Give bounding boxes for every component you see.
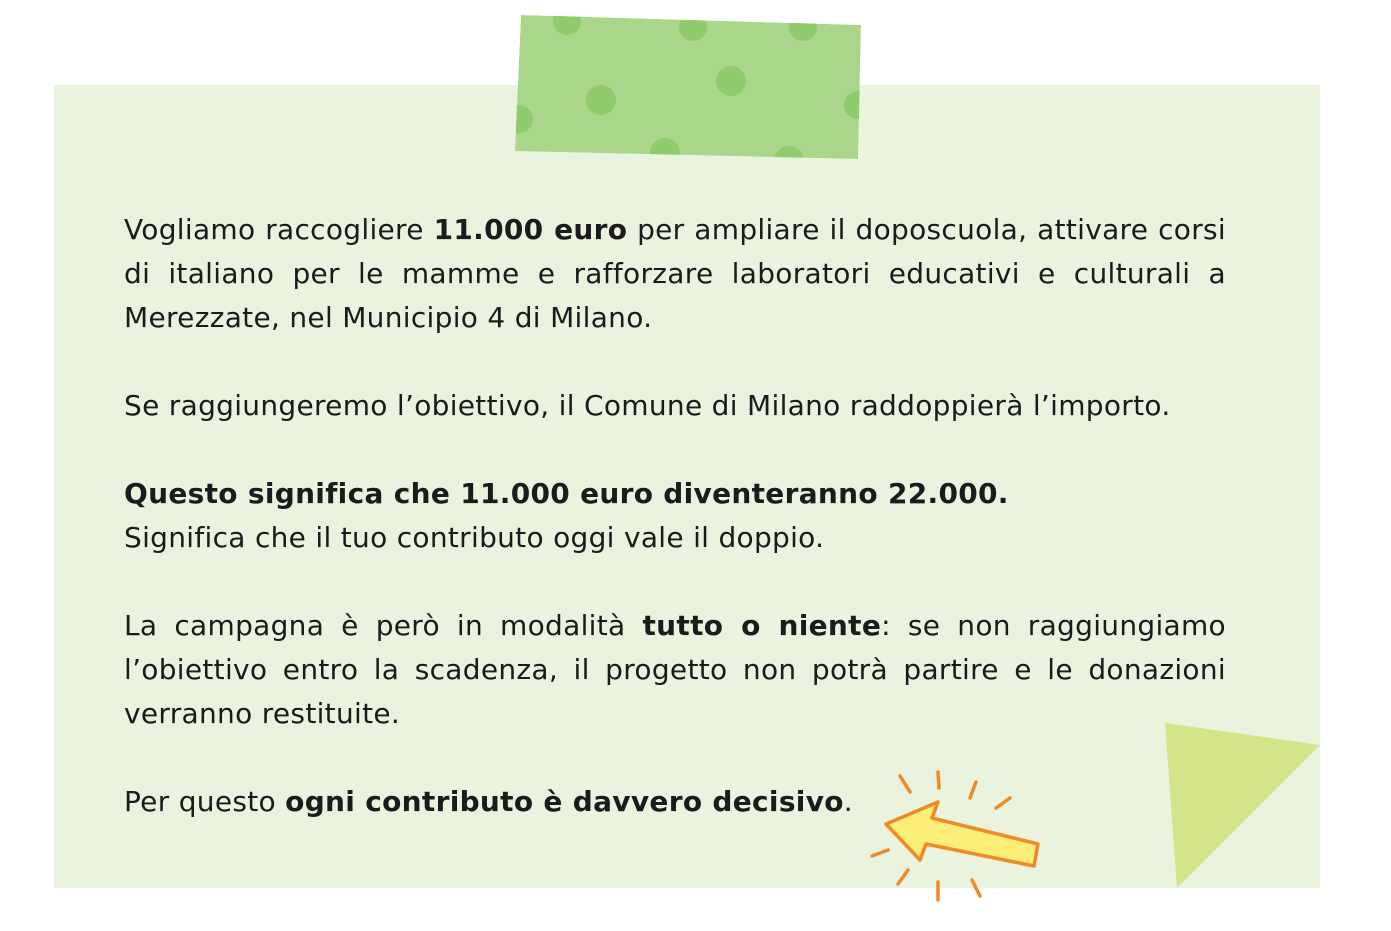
note-body [124, 208, 1226, 868]
double-headline: Questo significa che 11.000 euro diventeranno 22.000. [124, 477, 1009, 510]
goal-text-start: Vogliamo raccogliere [124, 213, 434, 246]
goal-text-end: per ampliare il doposcuola, attivare corsi di italiano per le mamme e rafforzare laboratori educativi e culturali a Merezzate, nel Municipio 4 di Milano. [124, 213, 1226, 334]
paragraph-match [124, 384, 1226, 428]
decisive-highlight: ogni contributo è davvero decisivo [285, 785, 844, 818]
aon-text-end: : se non raggiungiamo l’obiettivo entro la scadenza, il progetto non potrà partire e le donazioni verranno restituite. [124, 609, 1226, 730]
aon-highlight: tutto o niente [642, 609, 882, 642]
paragraph-decisive [124, 780, 1226, 824]
goal-amount: 11.000 euro [433, 213, 628, 246]
match-text: Se raggiungeremo l’obiettivo, il Comune di Milano raddoppierà l’importo. [124, 389, 1171, 422]
washi-tape [513, 13, 863, 161]
paragraph-all-or-nothing [124, 604, 1226, 736]
aon-text-start: La campagna è però in modalità [124, 609, 643, 642]
pointing-arrow-icon [860, 762, 1060, 912]
double-text: Significa che il tuo contributo oggi vale il doppio. [124, 521, 825, 554]
paragraph-goal [124, 208, 1226, 340]
decisive-text-end: . [843, 785, 853, 818]
paragraph-double [124, 472, 1226, 560]
decisive-text-start: Per questo [124, 785, 286, 818]
